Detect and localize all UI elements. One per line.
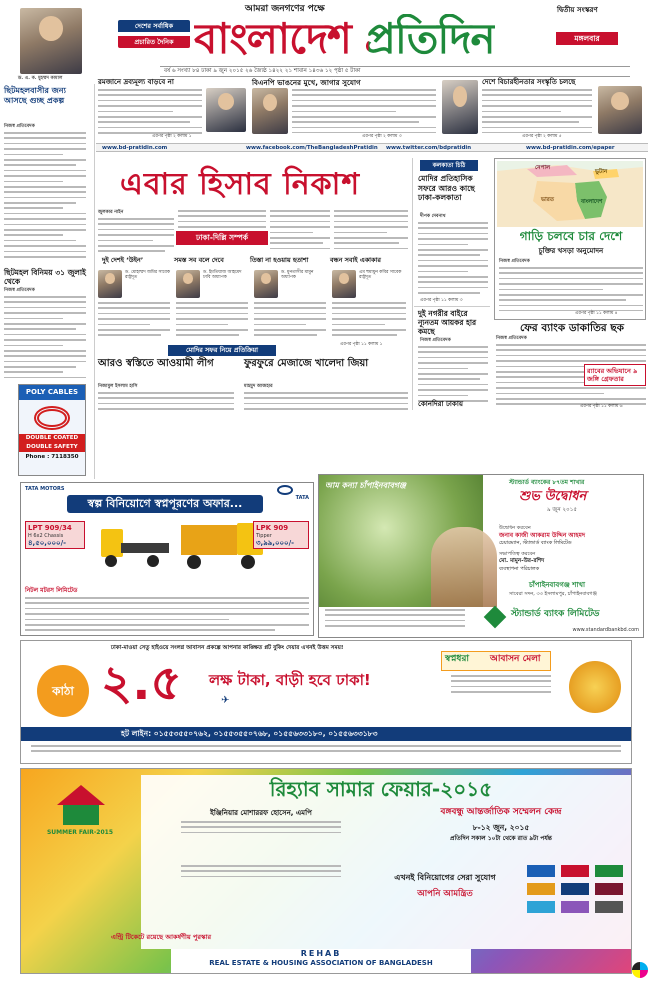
tata-motors-ad (20, 482, 314, 636)
lead-person-4-body (332, 302, 406, 338)
tata-model-1-price: ৪,৫০,০০০/- (28, 539, 67, 547)
modi-mid-body (244, 392, 408, 414)
top-story-1-headline: রমজানে দ্রব্যমূল্য বাড়বে না (98, 78, 174, 86)
lead-person-4-photo (332, 270, 356, 298)
lead-byline: জুলকার নাইন (98, 210, 124, 215)
re-big-number: ২.৫ (101, 655, 182, 711)
lead-person-3 (254, 270, 328, 340)
re-fair-details (451, 675, 551, 699)
lead-sub-head-2: সমস্ত সব বলে দেবে (174, 256, 224, 264)
map-box-byline: নিজস্ব প্রতিবেদক (499, 259, 530, 264)
lead-person-3-body (254, 302, 326, 338)
rehab-footer-name: REAL ESTATE & HOUSING ASSOCIATION OF BANGLADESH (209, 959, 433, 967)
lead-sub-head-3: তিস্তা না হওয়ায় হতাশা (250, 256, 309, 264)
top-story-2-cont: এরপর পৃষ্ঠা ২ কলাম ৩ (362, 134, 402, 139)
modi-left-body (98, 392, 234, 414)
left-story2-body (4, 296, 86, 382)
rehab-guest-details (181, 821, 341, 845)
rehab-logo (35, 785, 125, 845)
top-story-2-body (292, 89, 436, 133)
website-link[interactable]: www.bd-pratidin.com (102, 145, 168, 151)
cmyk-registration-icon (632, 962, 648, 978)
left-lead-byline: নিজস্ব প্রতিবেদক (4, 124, 35, 129)
rehab-title: রিহ্যাব সামার ফেয়ার-২০১৫ (269, 777, 493, 801)
tata-dealer: নিটল মটরস লিমিটেড (25, 587, 78, 594)
region-map (497, 161, 643, 227)
left-story2-byline: নিজস্ব প্রতিবেদক (4, 288, 35, 293)
edition-label: দ্বিতীয় সংস্করণ (557, 6, 598, 14)
rehab-house-icon (57, 785, 105, 805)
web-links-strip (96, 143, 648, 152)
rehab-venue: বঙ্গবন্ধু আন্তর্জাতিক সম্মেলন কেন্দ্র (440, 807, 562, 817)
sb-guest-title: উদ্বোধন করবেন (499, 525, 531, 531)
tata-brand-left: TATA MOTORS (25, 486, 65, 492)
re-brand-box (441, 651, 551, 671)
map-label-bhutan: ভুটান (595, 169, 608, 175)
kolkata-bottom-rule (414, 306, 490, 307)
sb-branch: চাঁপাইনবাবগঞ্জ শাখা (529, 581, 586, 589)
poly-cables-ad (18, 384, 86, 476)
masthead-meta-line: বর্ষ ৬ সংখ্যা ৮৪ ঢাকা ৯ জুন ২০১৫ ২৬ জ্যৈষ্ঠ ১৪২২ ২১ শাবান ১৪৩৬ ১২ পৃষ্ঠা ৫ টাকা (160, 66, 630, 77)
tata-model-1: LPT 909/34 (28, 524, 72, 532)
top-story-1-cont: এরপর পৃষ্ঠা ২ কলাম ১ (152, 134, 192, 139)
left-lead-headline: ছিটমহলবাসীর জন্য আসছে গুচ্ছ প্রকল্প (4, 86, 66, 105)
modi-left-headline: আরও স্বস্তিতে আওয়ামী লীগ (98, 358, 214, 369)
re-text: লক্ষ টাকা, বাড়ী হবে ঢাকা! (209, 671, 371, 689)
lead-person-2-body (176, 302, 248, 338)
map-box-cont: এরপর পৃষ্ঠা ১১ কলাম ৪ (575, 311, 618, 316)
poly-cables-line1: DOUBLE COATED (19, 434, 85, 443)
kolkata-tag: কলকাতা চিঠি (420, 160, 478, 171)
sb-date: ৯ জুন ২০১৫ (547, 507, 578, 513)
rehab-sponsor-logos (527, 865, 623, 945)
kolkata-headline: মোদির প্রতিহাসিক সফরে আরও কাছে ঢাকা-কলকাতা (418, 174, 475, 202)
poly-cables-phone: Phone : 7118350 (25, 453, 79, 460)
top-story-1-photo (206, 88, 246, 132)
kolkata-body (418, 222, 488, 298)
mid-column-rule (412, 158, 413, 410)
top-story-3-cont: এরপর পৃষ্ঠা ২ কলাম ৫ (522, 134, 562, 139)
lead-sub-head-4: বন্ধন সবাই একাকার (330, 256, 381, 264)
lead-person-2-caption: ড. ইমতিয়াজ আহমেদ ঢাবি অধ্যাপক (203, 270, 242, 281)
masthead-tagline: আমরা জনগণের পক্ষে (245, 4, 325, 14)
region-map-svg (497, 161, 643, 227)
top-story-3-body (482, 89, 592, 133)
re-hotline: হট লাইন: ০১৫৫৩৫৫০৭৬২, ০১৫৫৩৫৫০৭৬৮, ০১৫৫৬৩৩১৮০, ০১৫৫৬৩৩১৮৩ (21, 727, 632, 741)
rehab-hours: প্রতিদিন সকাল ১০টা থেকে রাত ৯টা পর্যন্ত (450, 835, 552, 842)
masthead-title (194, 14, 534, 64)
lead-person-1-photo (98, 270, 122, 298)
modi-banner: মোদির সফর নিয়ে প্রতিক্রিয়া (168, 345, 276, 356)
tata-truck-1 (101, 523, 171, 569)
bank-story-headline: ফের ব্যাংক ডাকাতির ছক (520, 322, 625, 334)
sb-guest-role: চেয়ারম্যান, স্ট্যান্ডার্ড ব্যাংক লিমিটেড (499, 540, 572, 546)
top-story-1 (98, 78, 248, 142)
lead-cont: এরপর পৃষ্ঠা ১১ কলাম ১ (340, 342, 383, 347)
lead-person-3-caption: ড. মুনতাসীর মামুন অধ্যাপক (281, 270, 314, 281)
poly-cables-line2: DOUBLE SAFETY (19, 443, 85, 452)
sb-special: সভাপতিত্ব করবেন (499, 551, 536, 557)
map-box (494, 158, 646, 320)
masthead-badge (118, 20, 190, 48)
lead-sub-head-1: দুই দেশই ‘উইন’ (102, 256, 144, 264)
lead-body-col2 (178, 210, 266, 230)
top-story-3 (442, 78, 646, 142)
kolkata-byline: দীপক দেবনাথ (420, 214, 446, 219)
lead-sub-heads (98, 256, 408, 266)
sb-anniv: স্ট্যান্ডার্ড ব্যাংকের ৮৭তম শাখার (509, 479, 585, 486)
tata-fine-print (25, 597, 309, 633)
lead-body-col1 (98, 218, 174, 252)
modi-mid-headline: ফুরফুরে মেজাজে খালেদা জিয়া (244, 358, 369, 369)
standard-bank-ad (318, 474, 644, 638)
re-plane-icon: ✈ (221, 695, 230, 706)
rehab-slogan: এখনই বিনিয়োগের সেরা সুযোগ (394, 873, 496, 882)
kolkata-cont: এরপর পৃষ্ঠা ১১ কলাম ৩ (420, 298, 463, 303)
sb-brand-line: আম কন্যা চাঁপাইনবাবগঞ্জ (325, 481, 406, 490)
re-address (31, 745, 621, 759)
lead-person-2 (176, 270, 250, 340)
facebook-link[interactable]: www.facebook.com/TheBangladeshPratidin (246, 145, 378, 151)
tata-model-2: LPK 909 (256, 524, 289, 532)
sb-logo-icon (484, 606, 507, 629)
narayanganj-body (418, 346, 488, 406)
lead-person-4-caption: এম হুমায়ুন কবির সাবেক রাষ্ট্রদূত (359, 270, 402, 281)
modi-right-headline: কোনদিরা ঢাকায় (418, 400, 463, 408)
rehab-support-details (181, 865, 341, 885)
sb-services: স্ট্যান্ডার্ড ব্যাংক লিমিটেড (511, 609, 600, 619)
modi-left-byline: নিজামুল ইসলাম হাসি (98, 384, 138, 389)
author-name: ড. এ. ক. মুহম্মদ কামাল (18, 76, 63, 81)
lead-person-3-photo (254, 270, 278, 298)
masthead-badge-bottom: প্রচারিত দৈনিক (118, 36, 190, 48)
bank-story-byline: নিজস্ব প্রতিবেদক (496, 336, 527, 341)
re-fair-label: আবাসন মেলা (490, 654, 541, 664)
re-logo (569, 661, 621, 713)
lead-sub-strip: ঢাকা-দিল্লি সম্পর্ক (176, 231, 268, 245)
lead-person-1-body (98, 302, 170, 338)
sb-guest-name: জনাব কাজী আকরাম উদ্দিন আহমদ (499, 532, 586, 539)
map-box-headline: গাড়ি চলবে চার দেশে (519, 229, 623, 243)
bank-story-sub: র‌্যাবের অভিযানে ৯ জঙ্গি গ্রেফতার (584, 364, 646, 386)
top-story-3-headline: দেশে বিচারহীনতার সংস্কৃতি চলছে (482, 78, 576, 86)
top-story-3-photo-right (598, 86, 642, 134)
sb-opening: শুভ উদ্বোধন (519, 489, 587, 504)
left-column-rule (94, 84, 95, 479)
map-label-bd: বাংলাদেশ (581, 199, 603, 205)
lead-person-1 (98, 270, 172, 340)
lead-headline: এবার হিসাব নিকাশ (120, 167, 361, 202)
re-brand: স্বপ্নধরা (445, 654, 470, 664)
lead-person-2-photo (176, 270, 200, 298)
author-portrait (20, 8, 82, 74)
narayanganj-headline: দুই নগরীর বাইরে ন্যূনতম আয়কর হার কমছে (418, 309, 477, 336)
sb-special-role: ব্যবস্থাপনা পরিচালক (499, 566, 540, 572)
map-box-body (499, 267, 643, 311)
left-story2-headline: ছিটমহল বিনিময় ৩১ জুলাই থেকে (4, 268, 86, 286)
tata-banner: স্বল্প বিনিয়োগে স্বপ্নপূরণের অফার... (67, 495, 263, 513)
bank-story-cont: এরপর পৃষ্ঠা ১১ কলাম ৬ (580, 404, 623, 409)
rehab-footer-short: REHAB (300, 949, 342, 958)
rehab-chief-guest: ইঞ্জিনিয়ার মোশাররফ হোসেন, এমপি (210, 809, 312, 817)
rehab-bottom-note: এন্ট্রি টিকেটে রয়েছে আকর্ষণীয় পুরস্কার (111, 933, 212, 941)
re-headline: ঢাকা-মাওয়া সেতু হাইওয়ে সংলগ্ন আবাসন প্রকল্পে আপনার কাঙ্ক্ষিত প্লট বুকিং দেয়ার এখনই উত্তম সময়! (111, 645, 344, 651)
rehab-invite: আপনি আমন্ত্রিত (417, 889, 473, 899)
masthead-title-text: বাংলাদেশ প্রতিদিন (194, 14, 495, 63)
sb-address: সাবেরা সদন, ৩৩ ইসলামপুর, চাঁপাইনবাবগঞ্জ (509, 591, 597, 597)
tata-logo-icon (277, 485, 293, 495)
poly-cables-brand: POLY CABLES (19, 385, 85, 400)
top-story-1-body (98, 89, 202, 135)
top-story-3-photo-left (442, 80, 478, 134)
map-label-nepal: নেপাল (535, 165, 551, 171)
cable-coil-icon (34, 406, 70, 430)
lead-body-col3 (270, 210, 330, 252)
rehab-logo-text: SUMMER FAIR-2015 (46, 829, 114, 836)
tata-model-2-box (253, 521, 309, 549)
real-estate-ad (20, 640, 632, 764)
top-story-2-headline: বিএনপি ভাঙনের মুখে, জাগার সুযোগ (252, 78, 361, 87)
epaper-link[interactable]: www.bd-pratidin.com/epaper (526, 145, 615, 151)
rehab-dates: ৮-১২ জুন, ২০১৫ (472, 823, 530, 832)
map-label-india: ভারত (541, 197, 555, 203)
mosque-photo (431, 527, 497, 607)
sb-url[interactable]: www.standardbankbd.com (572, 627, 639, 633)
top-story-2 (252, 78, 438, 142)
tata-model-1-sub: H 6x2 Chassis (28, 532, 64, 539)
weekday-badge: মঙ্গলবার (556, 32, 618, 45)
rehab-ad (20, 768, 632, 974)
modi-mid-byline: মাহমুদ আজহার (244, 384, 273, 389)
top-story-2-photo (252, 88, 288, 134)
lead-body-col4 (334, 210, 408, 252)
tata-model-1-box (25, 521, 85, 549)
lead-person-4 (332, 270, 408, 340)
tata-brand-right: TATA (295, 495, 309, 501)
lead-person-1-caption: ড. মোহাম্মদ জমির সাবেক রাষ্ট্রদূত (125, 270, 170, 281)
sb-special-name: মো. মামুন-উর-রশিদ (499, 558, 545, 564)
map-box-sub: চুক্তির খসড়া অনুমোদন (538, 247, 604, 255)
re-tag: কাঠা (37, 665, 89, 717)
tata-model-2-price: ৩,৯৯,০০০/- (256, 539, 295, 547)
narayanganj-byline: নিজস্ব প্রতিবেদক (420, 338, 451, 343)
masthead-badge-top: দেশের সর্বাধিক (118, 20, 190, 32)
rehab-footer (171, 949, 471, 973)
left-lead-body (4, 132, 86, 260)
tata-model-2-sub: Tipper (256, 532, 272, 539)
sb-services-list (325, 609, 465, 633)
twitter-link[interactable]: www.twitter.com/bdpratidin (386, 145, 472, 151)
